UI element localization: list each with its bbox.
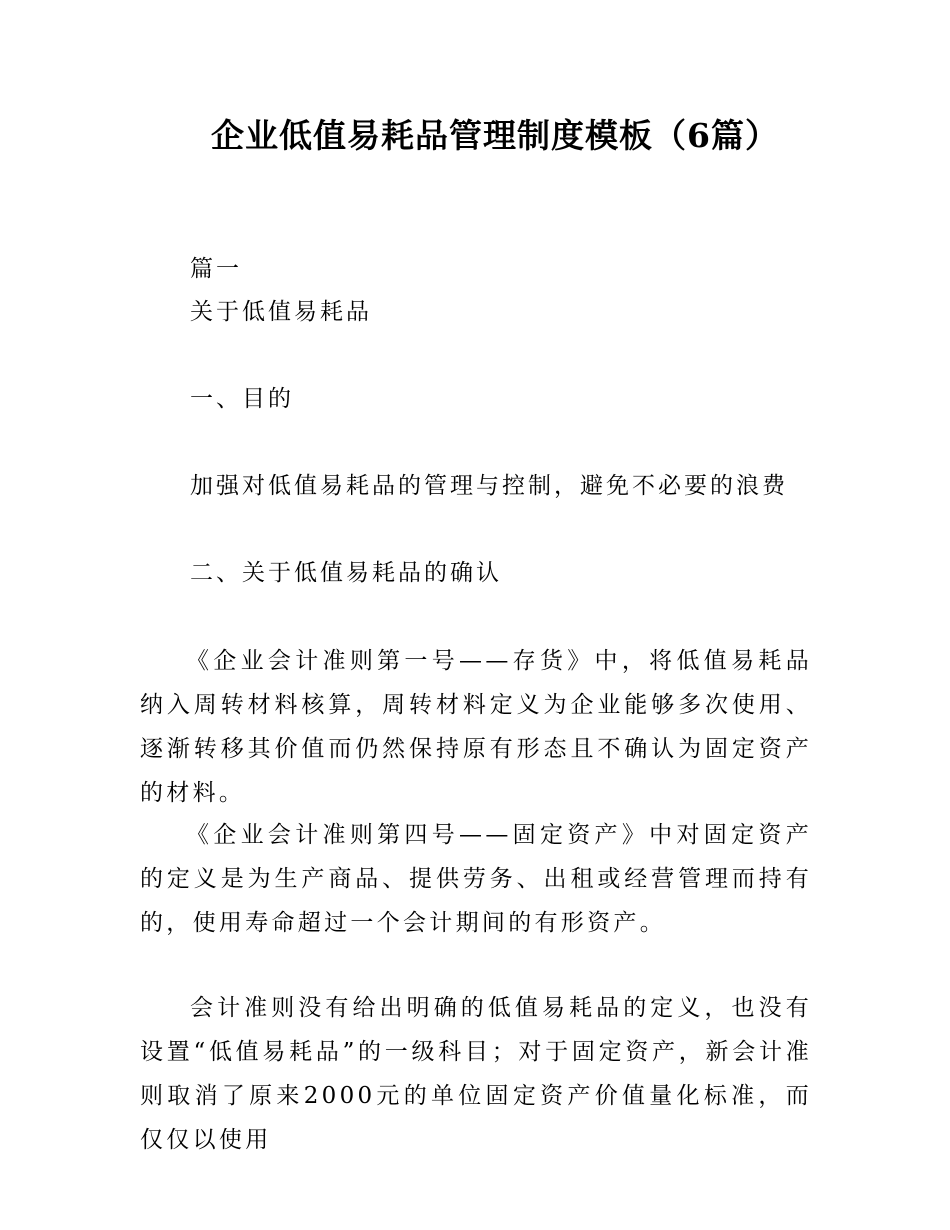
section-heading-recognition: 二、关于低值易耗品的确认: [190, 560, 502, 586]
document-title: 企业低值易耗品管理制度模板（6篇）: [211, 116, 779, 155]
paragraph-accounting-standard-note: 会计准则没有给出明确的低值易耗品的定义，也没有设置“低值易耗品”的一级科目；对于固定资产，新会计准则取消了原来2000元的单位固定资产价值量化标准，而仅仅以使用: [140, 995, 812, 1153]
purpose-text: 加强对低值易耗品的管理与控制，避免不必要的浪费: [190, 473, 788, 499]
subject-heading: 关于低值易耗品: [190, 299, 372, 325]
paragraph-fixed-asset-standard: 《企业会计准则第四号——固定资产》中对固定资产的定义是为生产商品、提供劳务、出租或经营管理而持有的，使用寿命超过一个会计期间的有形资产。: [140, 822, 812, 936]
chapter-label: 篇一: [190, 256, 242, 282]
paragraph-inventory-standard: 《企业会计准则第一号——存货》中，将低值易耗品纳入周转材料核算，周转材料定义为企业能够多次使用、逐渐转移其价值而仍然保持原有形态且不确认为固定资产的材料。: [140, 648, 812, 806]
section-heading-purpose: 一、目的: [190, 386, 294, 412]
